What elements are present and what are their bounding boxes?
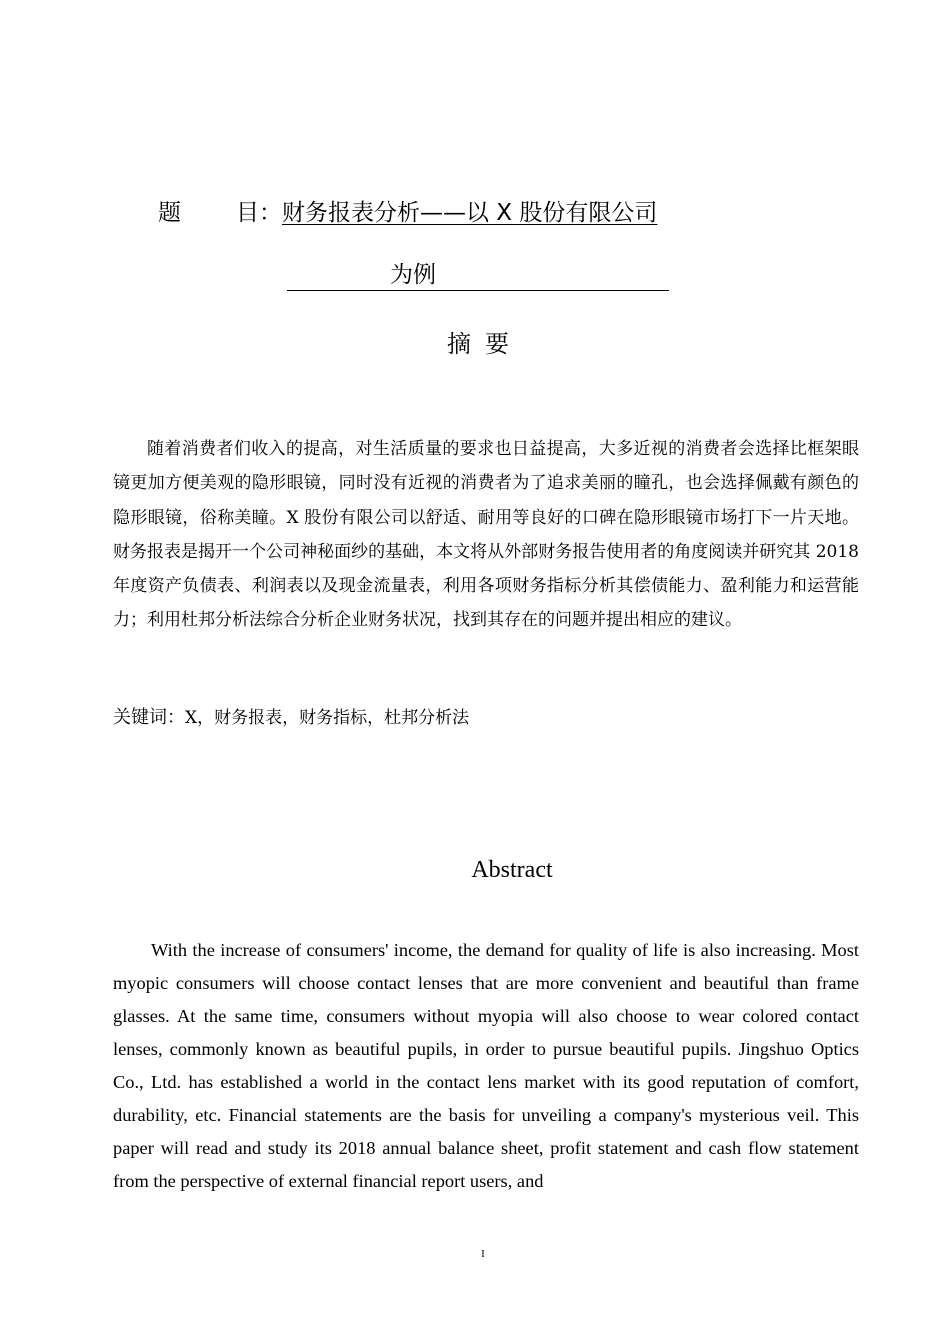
abstract-en-heading: Abstract	[471, 857, 553, 883]
title-label-char-2: 目：	[236, 200, 282, 226]
keywords-label: 关键词：	[113, 707, 185, 728]
title-text-continued: 为例	[390, 262, 436, 288]
page-number: I	[481, 1248, 485, 1260]
title-label	[158, 196, 236, 230]
title-line-1	[158, 196, 657, 230]
abstract-en-body: With the increase of consumers' income, the demand for quality of life is also increasing. Most myopic consumers will choose contact lenses that are more convenient and beautiful than frame glasses. At the same time, consumers without myopia will also choose to wear colored contact lenses, commonly known as beautiful pupils, in order to pursue beautiful pupils. Jingshuo Optics Co., Ltd. has established a world in the contact lens market with its good reputation of comfort, durability, etc. Financial statements are the basis for unveiling a company's mysterious veil. This paper will read and study its 2018 annual balance sheet, profit statement and cash flow statement from the perspective of external financial report users, and	[113, 940, 859, 1191]
abstract-cn-heading: 摘要	[447, 330, 523, 358]
abstract-cn-body: 随着消费者们收入的提高，对生活质量的要求也日益提高，大多近视的消费者会选择比框架眼镜更加方便美观的隐形眼镜，同时没有近视的消费者为了追求美丽的瞳孔，也会选择佩戴有颜色的隐形眼镜，俗称美瞳。X 股份有限公司以舒适、耐用等良好的口碑在隐形眼镜市场打下一片天地。财务报表是揭开一个公司神秘面纱的基础，本文将从外部财务报告使用者的角度阅读并研究其 2018 年度资产负债表、利润表以及现金流量表，利用各项财务指标分析其偿债能力、盈利能力和运营能力；利用杜邦分析法综合分析企业财务状况，找到其存在的问题并提出相应的建议。	[113, 439, 859, 631]
title-line-2	[287, 258, 669, 291]
title-text: 财务报表分析——以 X 股份有限公司	[282, 200, 658, 226]
title-label-char-1: 题	[158, 200, 181, 226]
keywords-value: X，财务报表，财务指标，杜邦分析法	[185, 708, 470, 728]
keywords-line	[113, 701, 469, 735]
